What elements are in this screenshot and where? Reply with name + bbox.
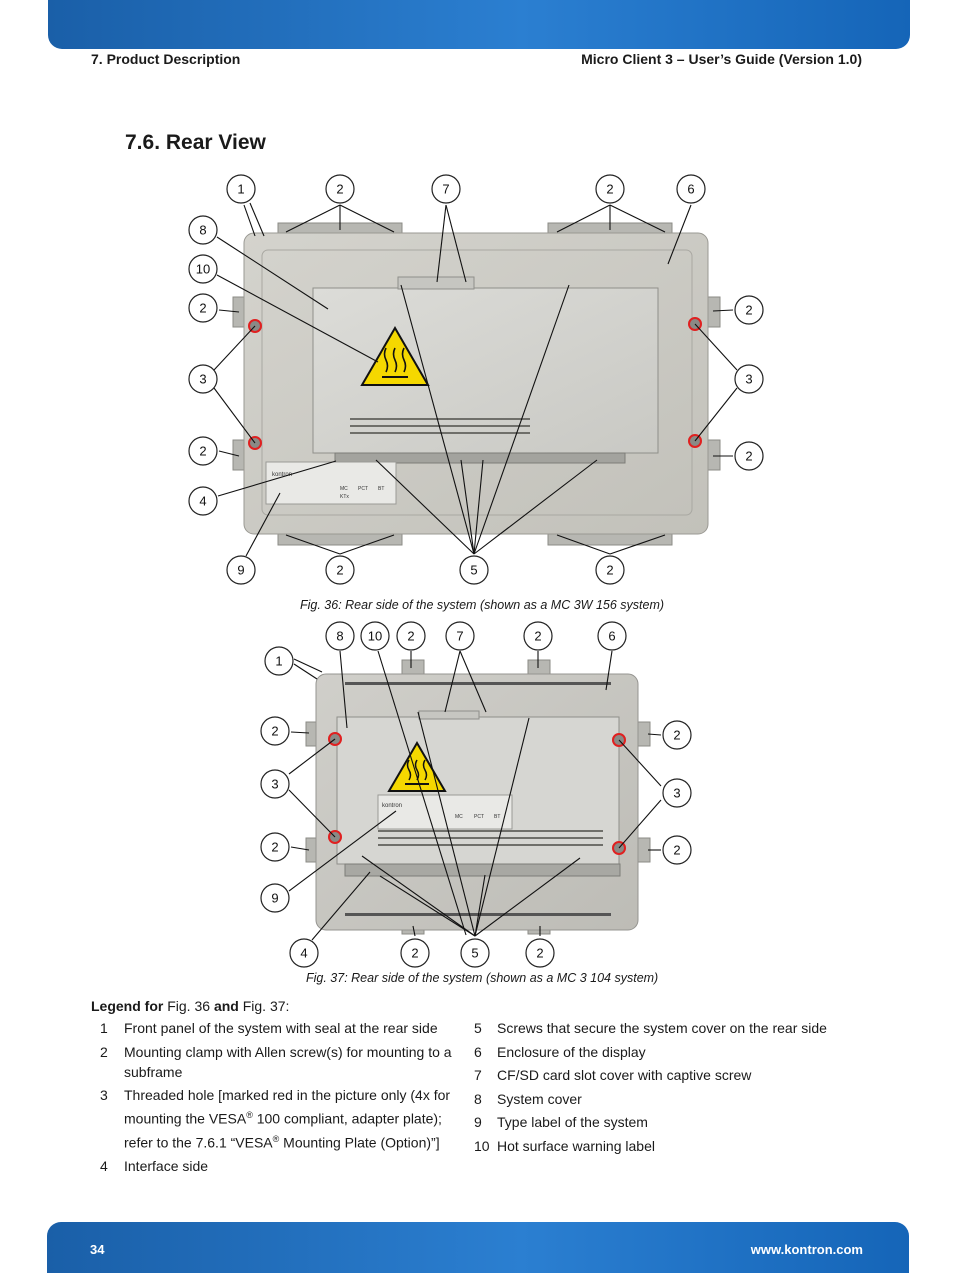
svg-text:MC: MC — [455, 814, 463, 820]
callout-4 — [290, 939, 318, 967]
callout-1 — [265, 647, 293, 675]
callout-7 — [446, 622, 474, 650]
svg-text:6: 6 — [608, 628, 616, 644]
callout-2 — [663, 721, 691, 749]
svg-text:2: 2 — [606, 181, 614, 197]
callout-6 — [598, 622, 626, 650]
svg-text:2: 2 — [271, 839, 279, 855]
svg-text:2: 2 — [199, 443, 207, 459]
svg-text:2: 2 — [745, 302, 753, 318]
footer-band — [47, 1222, 909, 1273]
section-title: 7.6. Rear View — [125, 131, 266, 154]
header-chapter: 7. Product Description — [91, 51, 241, 67]
svg-text:BT: BT — [378, 486, 385, 492]
callout-5 — [461, 939, 489, 967]
svg-text:8: 8 — [336, 628, 344, 644]
svg-text:7: 7 — [456, 628, 464, 644]
legend-item-6: 6 Enclosure of the display — [474, 1043, 646, 1060]
figure-36-link[interactable]: Fig. 36 — [167, 998, 211, 1014]
svg-text:2: 2 — [673, 727, 681, 743]
svg-text:2: 2 — [536, 945, 544, 961]
svg-text:1: 1 — [237, 181, 245, 197]
svg-text:2: 2 — [606, 562, 614, 578]
svg-text:2: 2 — [673, 842, 681, 858]
svg-text:8: 8 — [199, 222, 207, 238]
header-doc-title: Micro Client 3 – User’s Guide (Version 1.0) — [581, 51, 862, 67]
svg-text:4: 4 — [199, 493, 207, 509]
svg-text:5: 5 — [470, 562, 478, 578]
svg-text:2: 2 — [336, 562, 344, 578]
svg-text:2: 2 — [411, 945, 419, 961]
svg-text:2: 2 — [199, 300, 207, 316]
label-brand: kontron — [272, 472, 293, 478]
svg-text:2: 2 — [336, 181, 344, 197]
callout-2 — [401, 939, 429, 967]
system-cover — [337, 717, 619, 864]
svg-text:BT: BT — [494, 814, 501, 820]
legend-heading: Legend for Fig. 36 and Fig. 37: — [91, 998, 290, 1014]
legend-item-2: 2 Mounting clamp with Allen screw(s) for mounting to a subframe — [100, 1043, 452, 1080]
svg-text:10: 10 — [367, 628, 383, 644]
svg-text:2: 2 — [745, 448, 753, 464]
legend-left-column — [100, 1018, 465, 1179]
svg-text:5: 5 — [471, 945, 479, 961]
svg-text:2: 2 — [407, 628, 415, 644]
svg-text:9: 9 — [237, 562, 245, 578]
svg-text:6: 6 — [687, 181, 695, 197]
callout-8 — [326, 622, 354, 650]
svg-text:7: 7 — [442, 181, 450, 197]
svg-text:3: 3 — [271, 776, 279, 792]
legend-item-5: 5 Screws that secure the system cover on the rear side — [474, 1020, 827, 1036]
svg-text:2: 2 — [271, 723, 279, 739]
svg-text:kontron: kontron — [382, 803, 403, 809]
svg-text:PCT: PCT — [358, 486, 368, 492]
svg-text:10: 10 — [195, 261, 211, 277]
svg-text:9: 9 — [271, 890, 279, 906]
callout-2 — [261, 717, 289, 745]
callout-2 — [526, 939, 554, 967]
legend-item-8: 8 System cover — [474, 1090, 582, 1107]
svg-text:2: 2 — [534, 628, 542, 644]
svg-text:PCT: PCT — [474, 814, 484, 820]
legend-item-1: 1 Front panel of the system with seal at the rear side — [100, 1020, 438, 1036]
legend-item-9: 9 Type label of the system — [474, 1114, 648, 1130]
legend-item-10: 10 Hot surface warning label — [474, 1137, 655, 1154]
svg-text:KTx: KTx — [340, 494, 349, 500]
svg-text:MC: MC — [340, 486, 348, 492]
figure-36-caption: Fig. 36: Rear side of the system (shown as a MC 3W 156 system) — [300, 598, 665, 612]
svg-text:3: 3 — [199, 371, 207, 387]
figure-37-link[interactable]: Fig. 37 — [242, 998, 286, 1014]
legend-item-4: 4 Interface side — [100, 1157, 209, 1174]
callout-2 — [261, 833, 289, 861]
page-number: 34 — [90, 1242, 105, 1257]
callout-9 — [261, 884, 289, 912]
svg-text:3: 3 — [673, 785, 681, 801]
callout-2 — [397, 622, 425, 650]
type-label — [378, 795, 512, 829]
callout-2 — [524, 622, 552, 650]
legend-item-7: 7 CF/SD card slot cover with captive screw — [474, 1067, 752, 1083]
figure-37-caption: Fig. 37: Rear side of the system (shown as a MC 3 104 system) — [306, 971, 659, 985]
callout-10 — [361, 622, 389, 650]
footer-website-link[interactable]: www.kontron.com — [750, 1242, 863, 1257]
callout-3 — [663, 779, 691, 807]
svg-text:4: 4 — [300, 945, 308, 961]
legend-right-column — [474, 1018, 854, 1159]
callout-3 — [261, 770, 289, 798]
svg-text:1: 1 — [275, 653, 283, 669]
legend-item-3: 3 Threaded hole [marked red in the picture only (4x for mounting the VESA® 100 compliant, adapter plate); refer to the 7.6.1 “VESA® Mounting Plate (Option)”] — [100, 1087, 451, 1151]
svg-text:3: 3 — [745, 371, 753, 387]
top-vent-dots — [345, 682, 611, 685]
callout-2 — [663, 836, 691, 864]
